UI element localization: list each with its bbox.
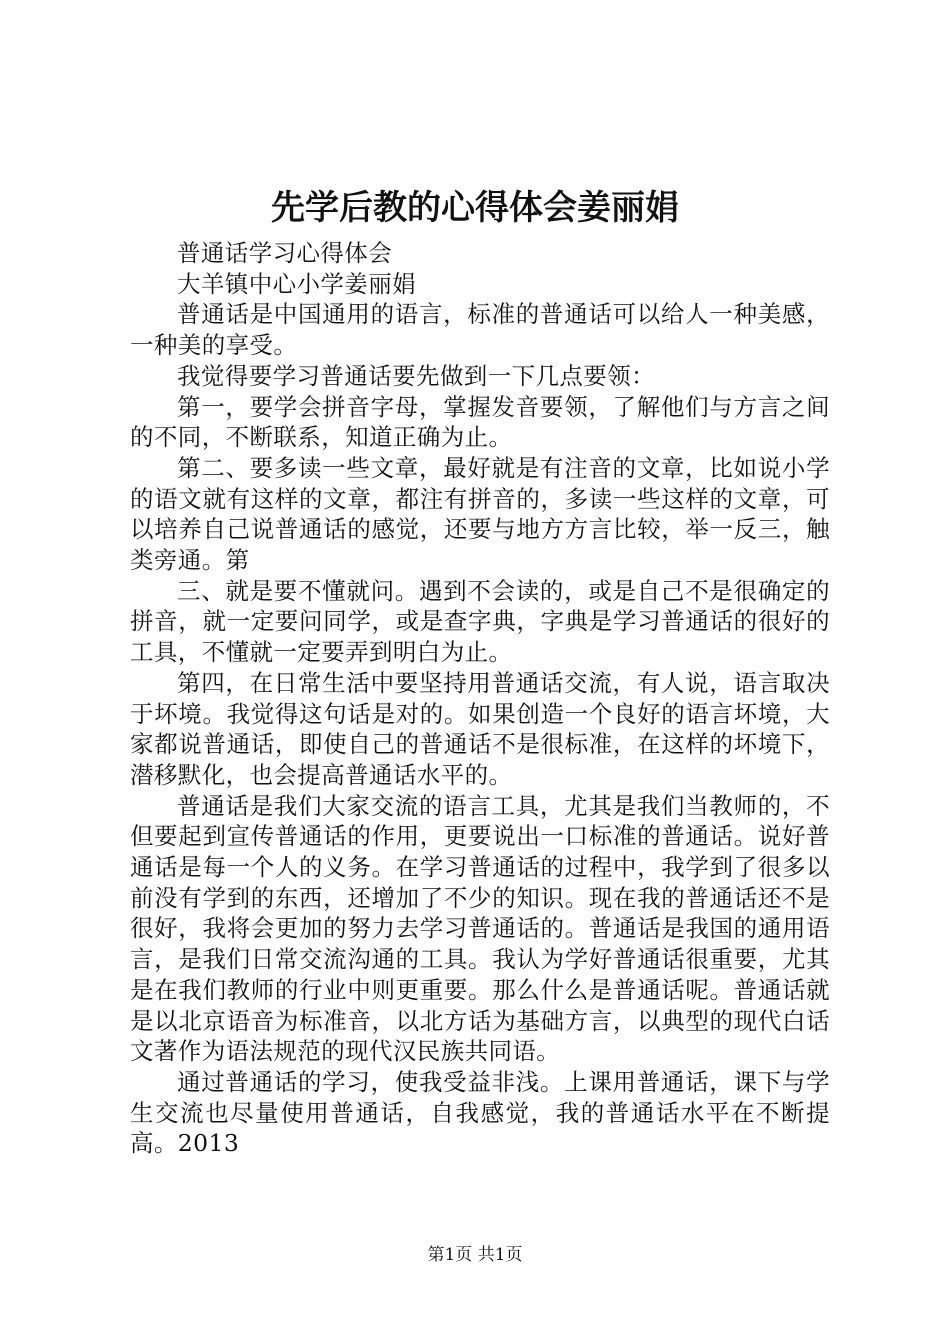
document-title: 先学后教的心得体会姜丽娟 bbox=[271, 188, 679, 228]
page-footer: 第1页 共1页 bbox=[427, 1245, 523, 1265]
paragraph: 第二、要多读一些文章，最好就是有注音的文章，比如说小学的语文就有这样的文章，都注有拼音的，多读一些这样的文章，可以培养自己说普通话的感觉，还要与地方方言比较，举一反三，触类旁通。第 bbox=[130, 453, 830, 575]
paragraph: 第四，在日常生活中要坚持用普通话交流，有人说，语言取决于坏境。我觉得这句话是对的。如果创造一个良好的语言坏境，大家都说普通话，即使自己的普通话不是很标准，在这样的坏境下，潜移默化，也会提高普通话水平的。 bbox=[130, 668, 830, 789]
paragraph-author: 大羊镇中心小学姜丽娟 bbox=[177, 269, 416, 298]
paragraph: 第一，要学会拼音字母，掌握发音要领，了解他们与方言之间的不同，不断联系，知道正确为止。 bbox=[130, 392, 830, 452]
paragraph-subtitle: 普通话学习心得体会 bbox=[177, 239, 393, 267]
paragraph: 三、就是要不懂就问。遇到不会读的，或是自己不是很确定的拼音，就一定要问同学，或是查字典，字典是学习普通话的很好的工具，不懂就一定要弄到明白为止。 bbox=[130, 576, 830, 667]
paragraph: 普通话是我们大家交流的语言工具，尤其是我们当教师的，不但要起到宣传普通话的作用，更要说出一口标准的普通话。说好普通话是每一个人的义务。在学习普通话的过程中，我学到了很多以前没有学到的东西，还增加了不少的知识。现在我的普通话还不是很好，我将会更加的努力去学习普通话的。普通话是我国的通用语言，是我们日常交流沟通的工具。我认为学好普通话很重要，尤其是在我们教师的行业中则更重要。那么什么是普通话呢。普通话就是以北京语音为标准音，以北方话为基础方言，以典型的现代白话文著作为语法规范的现代汉民族共同语。 bbox=[130, 791, 830, 1066]
document-body bbox=[130, 238, 830, 1159]
paragraph: 普通话是中国通用的语言，标准的普通话可以给人一种美感，一种美的享受。 bbox=[130, 300, 830, 360]
paragraph: 通过普通话的学习，使我受益非浅。上课用普通话，课下与学生交流也尽量使用普通话，自我感觉，我的普通话水平在不断提高。2013 bbox=[130, 1067, 830, 1158]
paragraph: 我觉得要学习普通话要先做到一下几点要领： bbox=[177, 361, 655, 390]
